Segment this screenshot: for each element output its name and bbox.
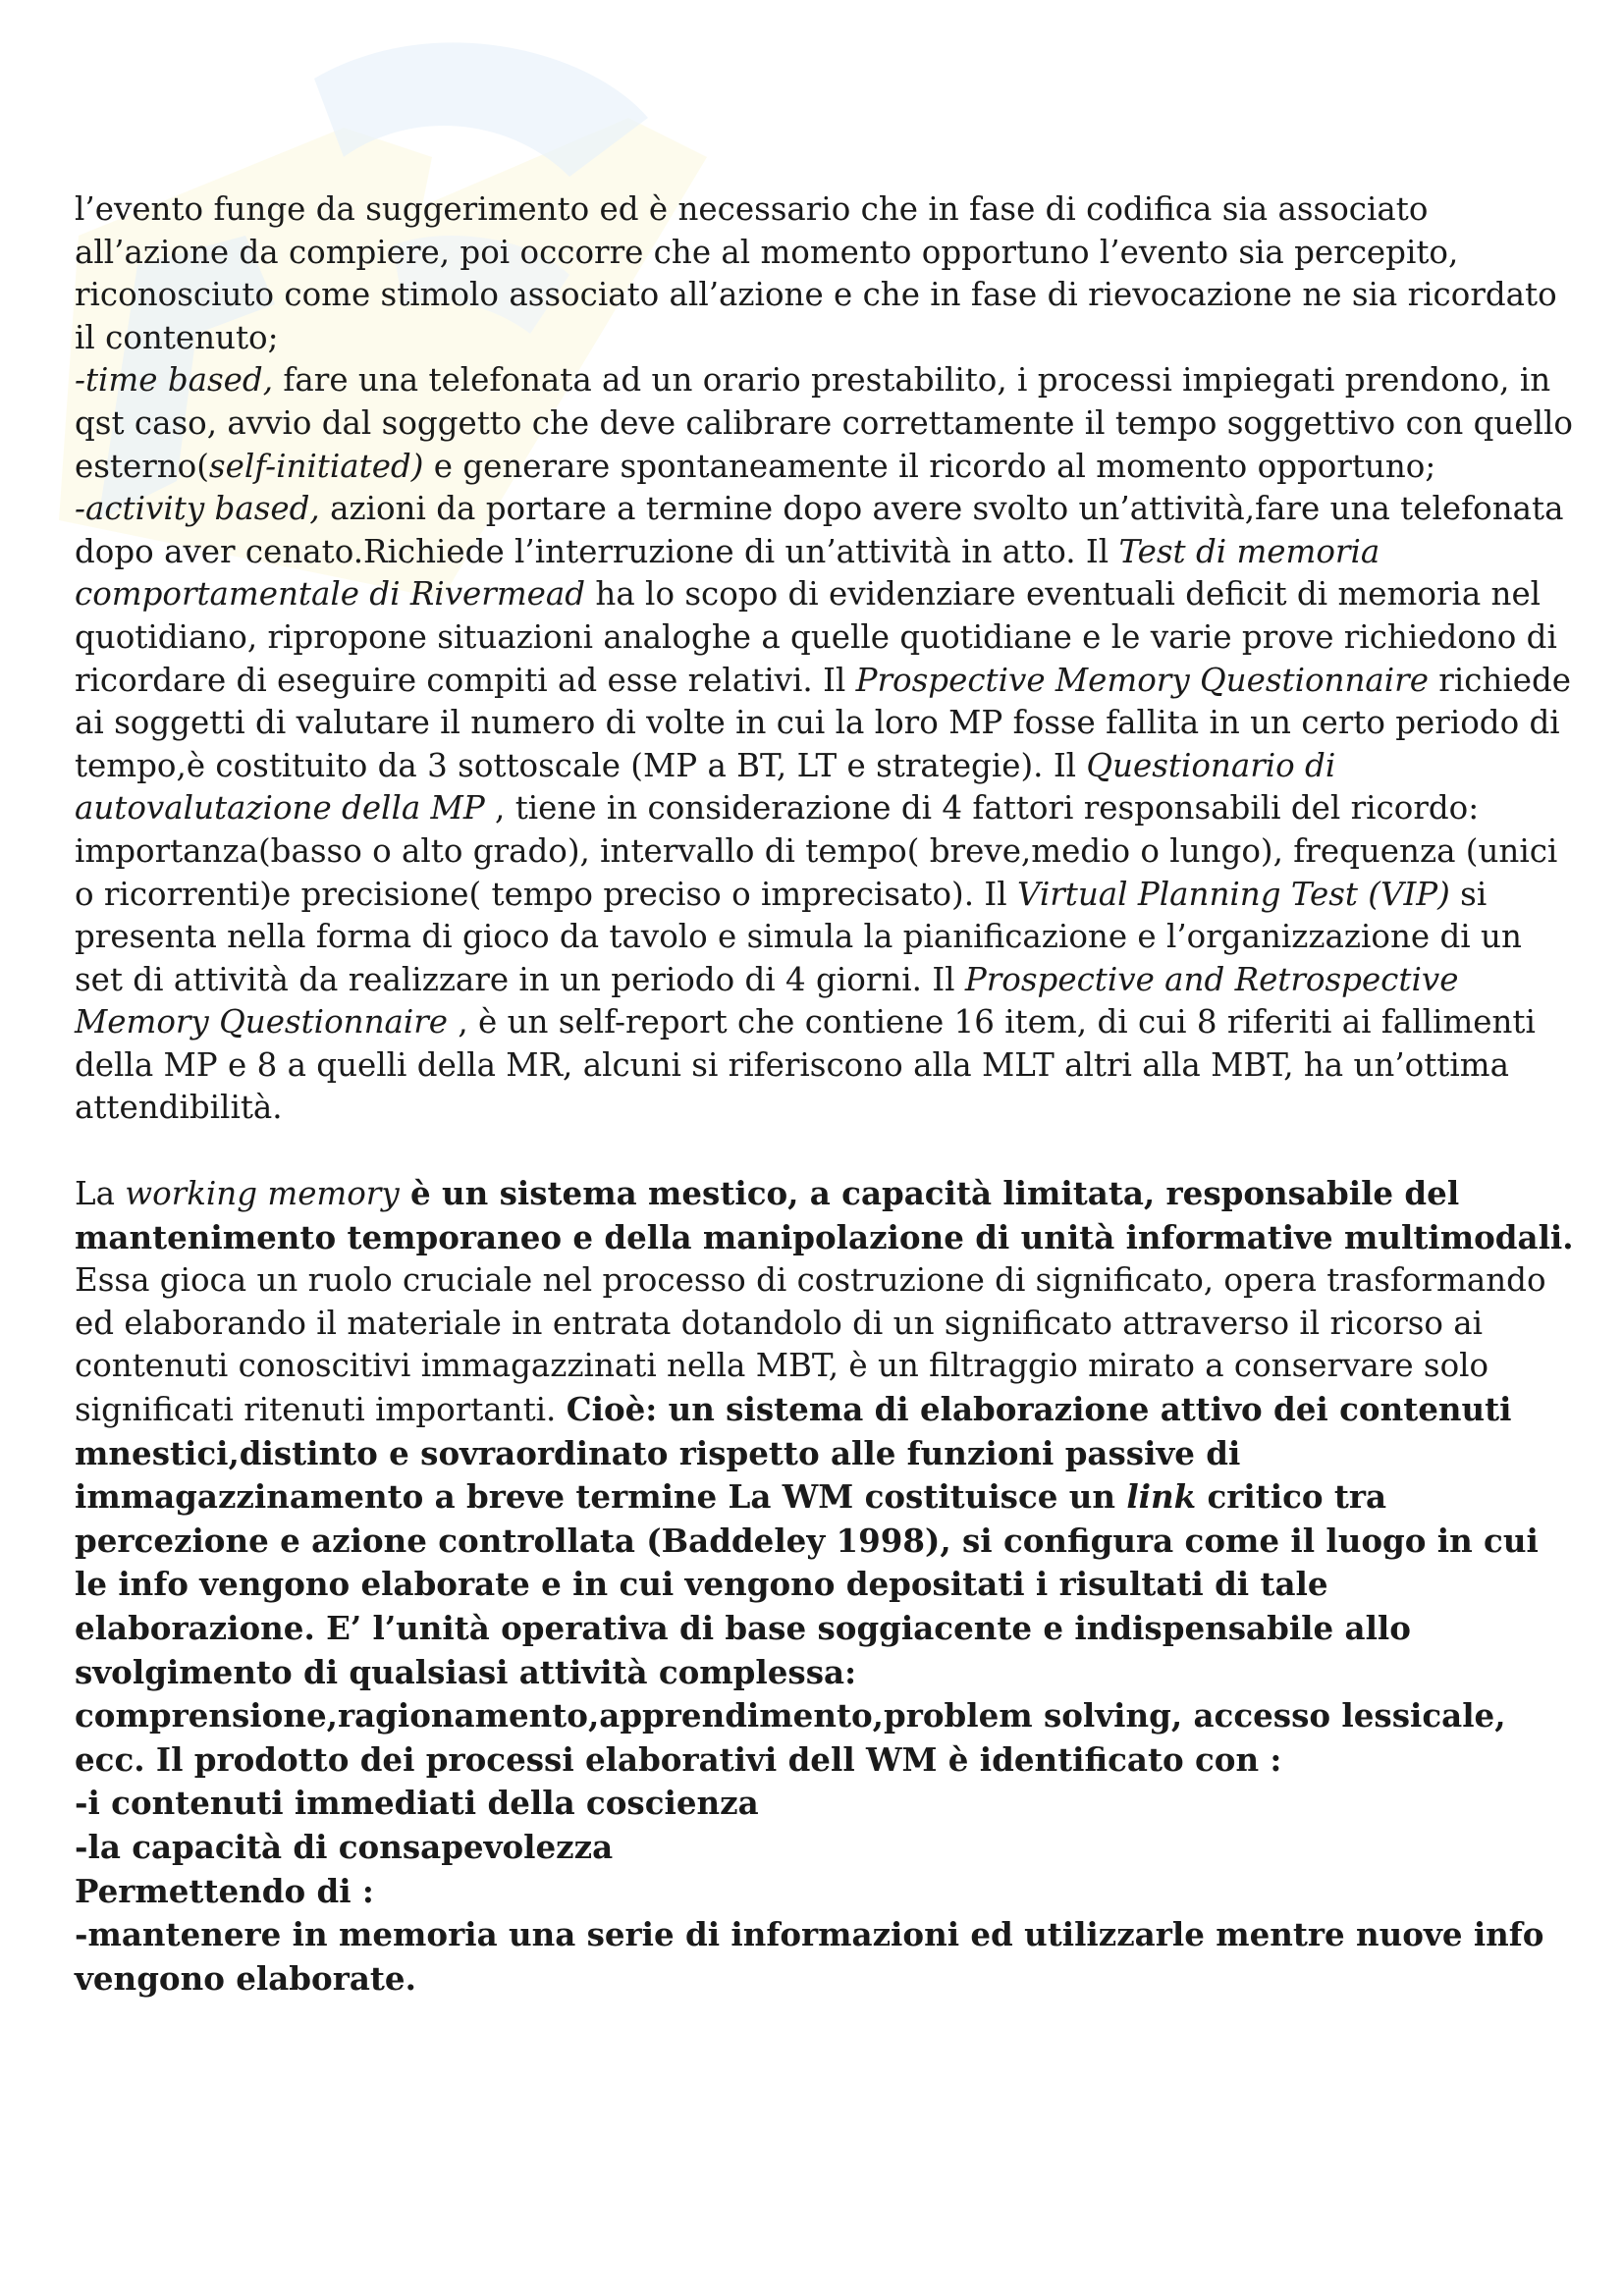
document-body (75, 188, 1577, 2001)
wm-intro: La (75, 1175, 126, 1213)
self-initiated-term: self-initiated) (208, 447, 424, 485)
pmq-title: Prospective Memory Questionnaire (855, 661, 1429, 699)
time-based-text-1: fare una telefonata ad un orario prestabilito, i processi impiegati prendono, in qst caso, avvio dal soggetto che deve calibrare correttamente il tempo soggettivo con quello esterno( (75, 361, 1573, 485)
paragraph-working-memory (75, 1172, 1577, 2001)
questionario-title: Questionario di autovalutazione della MP (75, 746, 1336, 828)
vip-test-title: Virtual Planning Test (VIP) (1016, 875, 1450, 913)
wm-description: Essa gioca un ruolo cruciale nel processo di costruzione di significato, opera trasformando ed elaborando il materiale in entrata dotandolo di un significato attraverso il ricorso ai contenuti conoscitivi immagazzinati nella MBT, è un filtraggio mirato a conservare solo significati ritenuti importanti. (75, 1261, 1546, 1429)
prmq-title: Prospective and Retrospective Memory Questionnaire (75, 960, 1459, 1041)
activity-based-text-4: , tiene in considerazione di 4 fattori responsabili del ricordo: importanza(basso o alto grado), intervallo di tempo( breve,medio o lungo), frequenza (unici o ricorrenti)e precisione( tempo preciso o imprecisato). Il (75, 789, 1558, 913)
paragraph-gap (75, 1130, 1577, 1172)
working-memory-term: working memory (125, 1175, 400, 1213)
link-term: link (1126, 1477, 1197, 1517)
list-item-capacita: -la capacità di consapevolezza (75, 1827, 614, 1866)
time-based-text-2: e generare spontaneamente il ricordo al momento opportuno; (423, 447, 1436, 485)
activity-based-text-1: azioni da portare a termine dopo avere svolto un’attività,fare una telefonata dopo aver cenato.Richiede l’interruzione di un’attività in atto. Il (75, 490, 1564, 570)
activity-based-label: -activity based, (75, 490, 320, 528)
time-based-label: -time based, (75, 361, 274, 400)
paragraph-prospective-memory (75, 188, 1577, 1130)
activity-based-text-3: richiede ai soggetti di valutare il numero di volte in cui la loro MP fosse fallita in un certo periodo di tempo,è costituito da 3 sottoscale (MP a BT, LT e strategie). Il (75, 661, 1572, 784)
wm-bold-text-1: Cioè: un sistema di elaborazione attivo dei contenuti mnestici,distinto e sovraordinato rispetto alle funzioni passive di immagazzinamento a breve termine La WM costituisce un (75, 1390, 1512, 1517)
activity-based-text-2: ha lo scopo di evidenziare eventuali deficit di memoria nel quotidiano, ripropone situazioni analoghe a quelle quotidiane e le varie prove richiedono di ricordare di eseguire compiti ad esse relativi. Il (75, 575, 1557, 699)
list-item-mantenere: -mantenere in memoria una serie di informazioni ed utilizzarle mentre nuove info vengono elaborate. (75, 1915, 1544, 1998)
activity-based-text-5: si presenta nella forma di gioco da tavolo e simula la pianificazione e l’organizzazione di un set di attività da realizzare in un periodo di 4 giorni. Il (75, 875, 1522, 998)
activity-based-text-6: , è un self-report che contiene 16 item, di cui 8 riferiti ai fallimenti della MP e 8 a quelli della MR, alcuni si riferiscono alla MLT altri alla MBT, ha un’ottima attendibilità. (75, 1003, 1536, 1127)
wm-definition: è un sistema mestico, a capacità limitata, responsabile del mantenimento temporaneo e della manipolazione di unità informative multimodali. (75, 1174, 1574, 1256)
permettendo-heading: Permettendo di : (75, 1871, 374, 1910)
event-based-text: l’evento funge da suggerimento ed è necessario che in fase di codifica sia associato all’azione da compiere, poi occorre che al momento opportuno l’evento sia percepito, riconosciuto come stimolo associato all’azione e che in fase di rievocazione ne sia ricordato il contenuto; (75, 190, 1557, 356)
list-item-contenuti: -i contenuti immediati della coscienza (75, 1784, 759, 1823)
rivermead-test-title: Test di memoria comportamentale di Rivermead (75, 532, 1380, 614)
wm-bold-text-2: critico tra percezione e azione controllata (Baddeley 1998), si configura come il luogo in cui le info vengono elaborate e in cui vengono depositati i risultati di tale elaborazione. E’ l’unità operativa di base soggiacente e indispensabile allo svolgimento di qualsiasi attività complessa: comprensione,ragionamento,apprendimento,problem solving, accesso lessicale, ecc. Il prodotto dei processi elaborativi dell WM è identificato con : (75, 1477, 1539, 1779)
